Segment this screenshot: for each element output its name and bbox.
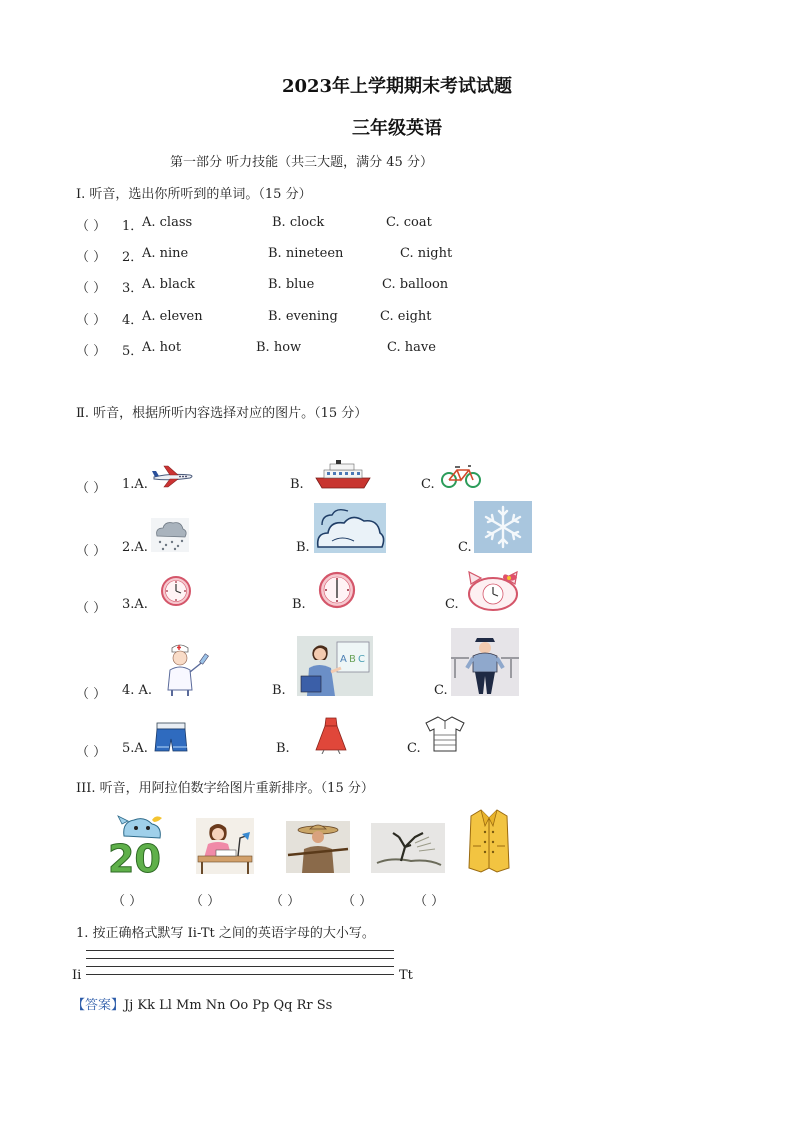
answer-blank[interactable]: （ ） [76,481,107,496]
option-c: C. night [400,246,453,261]
order-blank[interactable]: （ ） [112,894,143,909]
bicycle-icon[interactable] [440,463,482,489]
option-b: B. how [256,340,302,355]
svg-text:A: A [340,654,347,665]
ship-icon[interactable] [314,458,372,490]
writing-prompt: 1. 按正确格式默写 Ii-Tt 之间的英语字母的大小写。 [76,926,375,941]
option-label-c: C. [445,597,459,612]
hello-kitty-clock-icon[interactable] [465,570,521,612]
option-a: A. black [142,277,196,292]
option-label-a: 5.A. [122,741,148,756]
writing-line [86,966,394,967]
snowflake-icon[interactable] [474,501,532,553]
section1-heading: Ⅰ. 听音，选出你所听到的单词。（15 分） [76,187,312,202]
option-a: A. nine [142,246,189,261]
option-b: B. nineteen [268,246,344,261]
option-b: B. blue [268,277,315,292]
shirt-icon[interactable] [424,715,466,753]
option-label-b: B. [292,597,306,612]
section2-heading: Ⅱ. 听音，根据所听内容选择对应的图片。（15 分） [76,406,368,421]
airplane-icon[interactable] [150,463,196,489]
girl-studying-icon[interactable] [196,818,254,874]
farmer-icon[interactable] [286,821,350,873]
option-b: B. clock [272,215,325,230]
option-c: C. balloon [382,277,449,292]
tree-icon[interactable] [371,823,445,873]
order-blank[interactable]: （ ） [270,894,301,909]
cloudy-icon[interactable] [314,503,386,553]
letter-end: Tt [399,968,413,983]
coat-icon[interactable] [467,808,511,874]
number-twenty-icon[interactable] [106,812,170,874]
option-c: C. have [387,340,436,355]
option-label-a: 1.A. [122,477,148,492]
option-label-c: C. [434,683,448,698]
answer-blank[interactable]: （ ） [76,281,107,296]
answer-blank[interactable]: （ ） [76,250,107,265]
question-number: 2． [122,250,144,265]
answer-blank[interactable]: （ ） [76,745,107,760]
writing-line [86,958,394,959]
answer-blank[interactable]: （ ） [76,544,107,559]
clock-icon[interactable] [160,575,192,607]
number-twenty-text: 20 [108,837,161,874]
option-label-a: 4. A. [122,683,153,698]
part-heading: 第一部分 听力技能（共三大题，满分 45 分） [170,155,433,170]
policeman-icon[interactable] [451,628,519,696]
answer-blank[interactable]: （ ） [76,687,107,702]
option-c: C. eight [380,309,432,324]
answer-blank[interactable]: （ ） [76,313,107,328]
option-label-c: C. [421,477,435,492]
answer-line [72,994,332,1013]
option-label-b: B. [290,477,304,492]
clock-icon[interactable] [318,571,356,609]
answer-blank[interactable]: （ ） [76,219,107,234]
answer-blank[interactable]: （ ） [76,344,107,359]
option-label-b: B. [276,741,290,756]
snow-cloud-icon[interactable] [151,518,189,552]
letter-start: Ii [72,968,82,983]
svg-text:C: C [358,654,365,665]
answer-text: Jj Kk Ll Mm Nn Oo Pp Qq Rr Ss [124,998,333,1013]
writing-line [86,974,394,975]
option-a: A. eleven [142,309,203,324]
dress-icon[interactable] [314,716,348,754]
exam-subtitle: 三年级英语 [352,118,442,139]
option-label-b: B. [296,540,310,555]
question-number: 4． [122,313,144,328]
option-label-b: B. [272,683,286,698]
order-blank[interactable]: （ ） [342,894,373,909]
option-b: B. evening [268,309,338,324]
question-number: 1． [122,219,144,234]
answer-label: 【答案】 [72,998,125,1013]
order-blank[interactable]: （ ） [190,894,221,909]
answer-blank[interactable]: （ ） [76,601,107,616]
question-number: 3． [122,281,144,296]
teacher-icon[interactable] [297,636,373,696]
shorts-icon[interactable] [154,721,188,755]
question-number: 5． [122,344,144,359]
option-a: A. hot [142,340,182,355]
option-label-a: 2.A. [122,540,148,555]
writing-line [86,950,394,951]
option-label-c: C. [407,741,421,756]
option-label-a: 3.A. [122,597,148,612]
nurse-icon[interactable] [160,640,210,698]
svg-text:B: B [349,654,356,665]
order-blank[interactable]: （ ） [414,894,445,909]
option-a: A. class [142,215,193,230]
option-label-c: C. [458,540,472,555]
exam-title: 2023年上学期期末考试试题 [281,76,513,97]
section3-heading: III. 听音，用阿拉伯数字给图片重新排序。（15 分） [76,781,374,796]
option-c: C. coat [386,215,432,230]
